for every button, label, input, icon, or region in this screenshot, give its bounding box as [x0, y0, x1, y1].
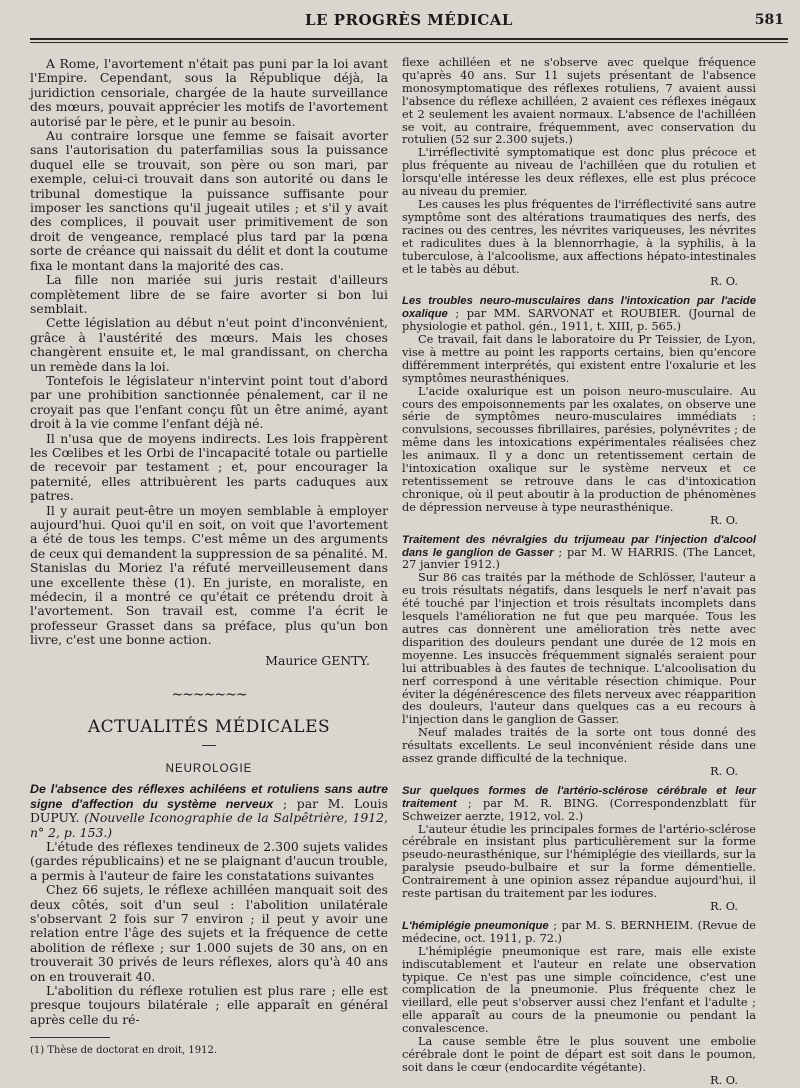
article-heading [402, 295, 756, 334]
page-number: 581 [754, 12, 784, 28]
section-dash [202, 745, 216, 746]
footnote: (1) Thèse de doctorat en droit, 1912. [30, 1045, 218, 1057]
article-reference: ; par M. R. BING. (Correspondenzblatt für Schweizer aerzte, 1912, vol. 2.) [402, 796, 756, 823]
article-title: L'hémiplégie pneumonique [402, 919, 549, 932]
article-signature: R. O. [710, 1073, 738, 1087]
paragraph: L'acide oxalurique est un poison neuro-musculaire. Au cours des empoisonnements par les oxalates, on observe une série de symptômes neuro-musculaires immédiats : convulsions, secousses fibrillaires, parésies, polynévrites ; de même dans les intoxications expérimentales réalisées chez les animaux. Il y a donc un retentissement certain de l'intoxication oxalique sur le système nerveux et ce retentissement se retrouve dans le cas d'intoxication chronique, où il peut aboutir à la production de phénomènes de dépression nerveuse à type neurasthénique. [402, 384, 756, 514]
paragraph: La fille non mariée sui juris restait d'ailleurs complètement libre de se faire avorter si bon lui semblait. [30, 272, 388, 316]
right-column [402, 57, 756, 1088]
article-signature: R. O. [710, 275, 738, 289]
subsection-title: NEUROLOGIE [165, 762, 253, 775]
paragraph: Tontefois le législateur n'intervint point tout d'abord par une prohibition sanctionnée pénalement, car il ne croyait pas que l'enfant conçu fût un être animé, ayant droit à la vie comme l'enfant déjà né. [30, 372, 388, 432]
article-signature: R. O. [710, 764, 738, 778]
left-column [30, 57, 388, 1088]
paragraph: Cette législation au début n'eut point d'inconvénient, grâce à l'austérité des mœurs. Mais les choses changèrent ensuite et, le mal grandissant, on chercha un remède dans la loi. [30, 315, 388, 374]
article-title: Sur quelques formes de l'artério-sclérose cérébrale et leur traitement [402, 784, 756, 810]
section-title: ACTUALITÉS MÉDICALES [87, 717, 331, 738]
running-header [30, 0, 788, 40]
article-author: ; par M. Louis DUPUY. [30, 795, 388, 826]
header-rule [30, 42, 788, 43]
paragraph: flexe achilléen et ne s'observe avec quelque fréquence qu'après 40 ans. Sur 11 sujets présentant de l'absence monosymptomatique des réflexes rotuliens, 7 avaient aussi l'absence du réflexe achilléen, 2 avaient ces réflexes inégaux et 2 seulement les avaient normaux. L'absence de l'achilléen se voit, au contraire, fréquemment, avec conservation du rotulien (52 sur 2.300 sujets.) [402, 56, 756, 147]
article-reference: ; par MM. SARVONAT et ROUBIER. (Journal de physiologie et pathol. gén., 1911, t. XIII, p. 565.) [402, 307, 756, 334]
paragraph: Il n'usa que de moyens indirects. Les lois frappèrent les Cœlibes et les Orbi de l'incapacité totale ou partielle de recevoir par testament ; et, pour encourager la paternité, elles attribuèrent les parts caduques aux patres. [30, 430, 388, 504]
paragraph: Sur 86 cas traités par la méthode de Schlösser, l'auteur a eu trois résultats négatifs, dans lesquels le nerf n'avait pas été touché par l'injection et trois résultats incomplets dans lesquels l'amélioration ne fut que peu marquée. Tous les autres cas donnèrent une amélioration très nette avec disparition des douleurs pendant une durée de 12 mois en moyenne. Les insuccès fréquemment signalés seraient pour lui attribuables à des fautes de technique. L'alcoolisation du nerf correspond à une véritable résection chimique. Pour éviter la dégénérescence des filets nerveux avec réapparition des douleurs, l'auteur dans quelques cas a eu recours à l'injection dans le ganglion de Gasser. [402, 571, 756, 727]
paragraph: L'hémiplégie pneumonique est rare, mais elle existe indiscutablement et l'auteur en relate une observation typique. Ce n'est pas une simple coïncidence, c'est une complication de la pneumonie. Plus fréquente chez le vieillard, elle peut s'observer aussi chez l'enfant et l'adulte ; elle apparaît au cours de la pneumonie ou pendant la convalescence. [402, 944, 756, 1036]
paragraph: L'irréflectivité symptomatique est donc plus précoce et plus fréquente au niveau de l'achilléen que du rotulien et lorsqu'elle intéresse les deux réflexes, elle est plus précoce au niveau du premier. [402, 146, 756, 199]
paragraph: Chez 66 sujets, le réflexe achilléen manquait soit des deux côtés, soit d'un seul : l'abolition unilatérale s'observant 2 fois sur 7 environ ; il peut y avoir une relation entre l'âge des sujets et la fréquence de cette abolition de réflexe ; sur 1.000 sujets de 30 ans, on en trouverait 30 privés de leurs réflexes, alors qu'à 40 ans on en trouverait 40. [30, 882, 388, 984]
paragraph: La cause semble être le plus souvent une embolie cérébrale dont le point de départ est soit dans le poumon, soit dans le cœur (endocardite végétante). [402, 1035, 756, 1074]
paragraph: L'étude des réflexes tendineux de 2.300 sujets valides (gardes républicains) et ne se plaignant d'aucun trouble, a permis à l'auteur de faire les constatations suivantes [30, 838, 388, 883]
paragraph: A Rome, l'avortement n'était pas puni par la loi avant l'Empire. Cependant, sous la République déjà, la juridiction censoriale, chargée de la haute surveillance des mœurs, pouvait apprécier les motifs de l'avortement autorisé par le père, et le punir au besoin. [30, 56, 388, 129]
paragraph: Il y aurait peut-être un moyen semblable à employer aujourd'hui. Quoi qu'il en soit, on voit que l'avortement a été de tous les temps. C'est même un des arguments de ceux qui demandent la suppression de sa pénalité. M. Stanislas du Moriez l'a réfuté merveilleusement dans une excellente thèse (1). En juriste, en moraliste, en médecin, il a montré ce qu'était ce prétendu droit à l'avortement. Son travail est, comme l'a écrit le professeur Grasset dans sa préface, plus qu'un bon livre, c'est une bonne action. [30, 502, 388, 648]
paragraph: Les causes les plus fréquentes de l'irréflectivité sans autre symptôme sont des altérations traumatiques des nerfs, des racines ou des centres, les névrites variqueuses, les névrites et radiculites dues à la blennorrhagie, à la syphilis, à la tuberculose, à l'alcoolisme, aux affections hépato-intestinales et le tabès au début. [402, 197, 756, 276]
article-reference: ; par M. W HARRIS. (The Lancet, 27 janvier 1912.) [402, 545, 756, 572]
article-signature: R. O. [710, 900, 738, 913]
paragraph: Neuf malades traités de la sorte ont tous donné des résultats excellents. Le seul inconvénient réside dans une assez grande difficulté de la technique. [402, 726, 756, 766]
footnote-rule [30, 1037, 110, 1038]
paragraph: Ce travail, fait dans le laboratoire du Pr Teissier, de Lyon, vise à mettre au point les rapports certains, bien qu'encore différemment interprétés, qui existent entre l'oxalurie et les symptômes neurasthéniques. [402, 333, 756, 385]
paragraph: Au contraire lorsque une femme se faisait avorter sans l'autorisation du paterfamilias sous la puissance duquel elle se trouvait, son père ou son mari, par exemple, celui-ci trouvait dans son autorité ou dans le tribunal domestique la puissance suffisante pour imposer les sanctions qu'il jugeait utiles ; et s'il y avait des complices, il pouvait user primitivement de son droit de vengeance, remplacé plus tard par la pœna sorte de créance qui naissait du délit et dont la coutume fixa le montant dans la majorité des cas. [30, 128, 388, 273]
article-reference: (Nouvelle Iconographie de la Salpêtrière, 1912, n° 2, p. 153.) [30, 810, 388, 840]
paragraph: L'auteur étudie les principales formes de l'artério-sclérose cérébrale en insistant plus particulièrement sur la forme pseudo-neurasthénique, sur l'hémiplégie des vieillards, sur la paralysie pseudo-bulbaire et sur la forme démentielle. Contrairement à une opinion assez répandue aujourd'hui, il reste partisan du traitement par les iodures. [402, 822, 756, 901]
article-reference: ; par M. S. BERNHEIM. (Revue de médecine, oct. 1911, p. 72.) [402, 918, 756, 945]
journal-title: LE PROGRÈS MÉDICAL [305, 11, 513, 29]
article-heading [402, 785, 756, 824]
paragraph: L'abolition du réflexe rotulien est plus rare ; elle est presque toujours bilatérale ; elle apparaît en général après celle du ré- [30, 982, 388, 1027]
author-signature: Maurice GENTY. [265, 652, 370, 668]
ornament-divider: ~~~~~~~ [171, 687, 247, 704]
article-heading [402, 534, 756, 573]
article-heading [402, 920, 756, 946]
article-title: Traitement des névralgies du trijumeau par l'injection d'alcool dans le ganglion de Gasser [402, 533, 756, 559]
article-title: De l'absence des réflexes achiléens et rotuliens sans autre signe d'affection du système nerveux [30, 782, 388, 811]
article-signature: R. O. [710, 513, 738, 527]
article-heading [30, 782, 388, 840]
article-title: Les troubles neuro-musculaires dans l'intoxication par l'acide oxalique [402, 295, 756, 321]
